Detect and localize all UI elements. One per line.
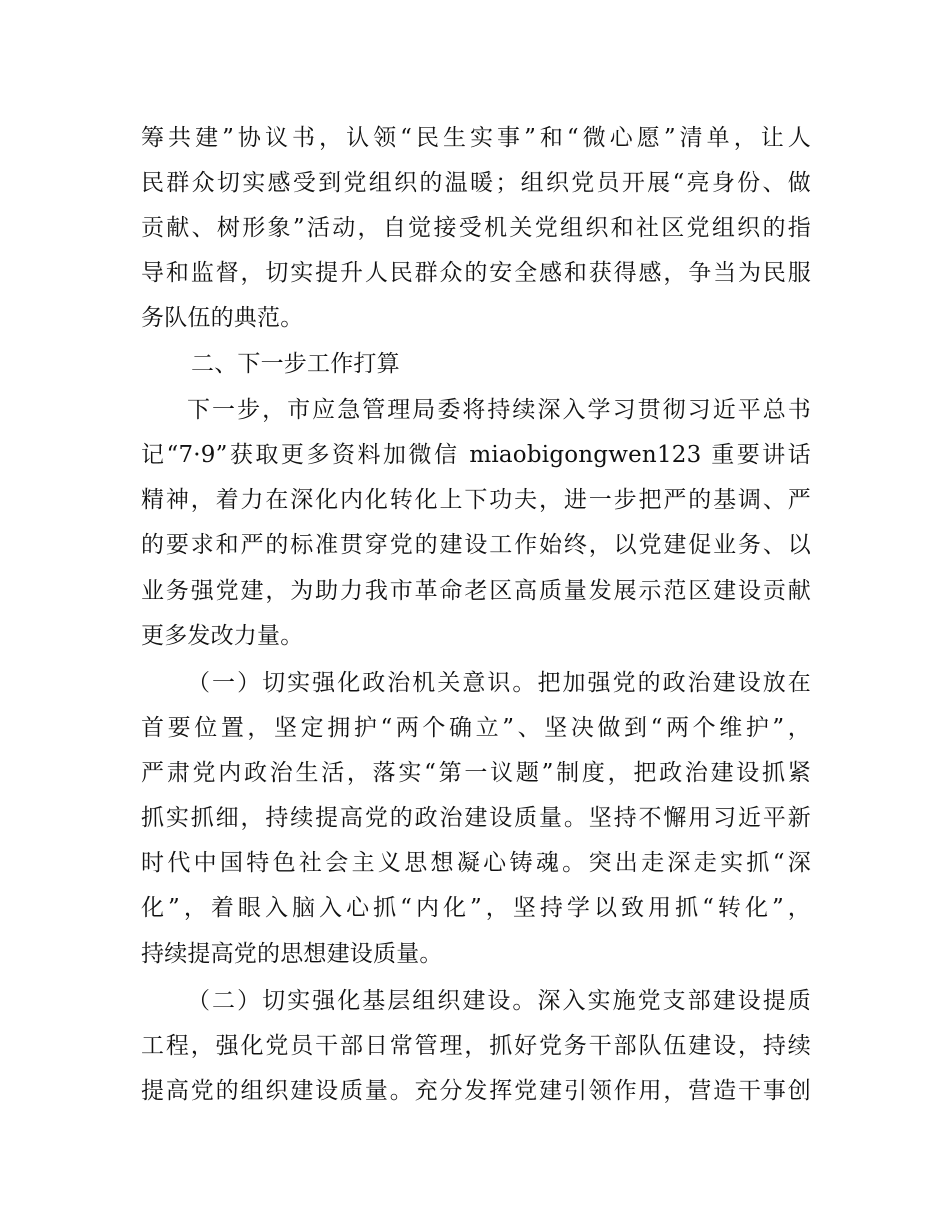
text-line: 抓实抓细，持续提高党的政治建设质量。坚持不懈用习近平新 — [141, 805, 811, 831]
text-line: 务队伍的典范。 — [141, 305, 304, 331]
text-line: 时代中国特色社会主义思想凝心铸魂。突出走深走实抓“深 — [141, 850, 811, 876]
paragraph-first-line: （一）切实强化政治机关意识。把加强党的政治建设放在 — [187, 670, 811, 696]
text-line: 更多发改力量。 — [141, 623, 304, 649]
text-line: 导和监督，切实提升人民群众的安全感和获得感，争当为民服 — [141, 260, 811, 286]
text-line: 持续提高党的思想建设质量。 — [141, 941, 443, 967]
text-line: 民群众切实感受到党组织的温暖；组织党员开展“亮身份、做 — [141, 170, 811, 196]
text-line: 严肃党内政治生活，落实“第一议题”制度，把政治建设抓紧 — [141, 760, 811, 786]
section-heading: 二、下一步工作打算 — [191, 351, 400, 377]
paragraph-first-line: （二）切实强化基层组织建设。深入实施党支部建设提质 — [187, 988, 811, 1014]
text-line: 记“7·9”获取更多资料加微信 miaobigongwen123 重要讲话 — [141, 442, 811, 468]
paragraph-first-line: 下一步，市应急管理局委将持续深入学习贯彻习近平总书 — [187, 397, 811, 423]
text-line: 业务强党建，为助力我市革命老区高质量发展示范区建设贡献 — [141, 578, 811, 604]
text-line: 工程，强化党员干部日常管理，抓好党务干部队伍建设，持续 — [141, 1033, 811, 1059]
text-line: 首要位置，坚定拥护“两个确立”、坚决做到“两个维护”， — [141, 715, 811, 741]
text-line: 化”，着眼入脑入心抓“内化”，坚持学以致用抓“转化”， — [141, 895, 811, 921]
text-line: 贡献、树形象”活动，自觉接受机关党组织和社区党组织的指 — [141, 215, 811, 241]
text-line: 的要求和严的标准贯穿党的建设工作始终，以党建促业务、以 — [141, 532, 811, 558]
text-line: 筹共建”协议书，认领“民生实事”和“微心愿”清单，让人 — [141, 125, 811, 151]
text-line: 提高党的组织建设质量。充分发挥党建引领作用，营造干事创 — [141, 1078, 811, 1104]
text-line: 精神，着力在深化内化转化上下功夫，进一步把严的基调、严 — [141, 487, 811, 513]
